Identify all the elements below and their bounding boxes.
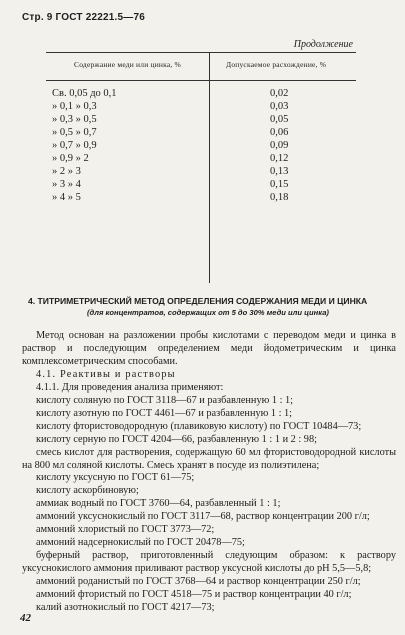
table-cell-content: » 0,3 » 0,5 <box>52 114 97 125</box>
table-cell-content: » 0,9 » 2 <box>52 153 89 164</box>
reagent-line: аммоний надсернокислый по ГОСТ 20478—75; <box>36 537 245 549</box>
table-cell-content: » 0,5 » 0,7 <box>52 127 97 138</box>
table-col2-header: Допускаемое расхождение, % <box>226 60 327 69</box>
table-cell-content: » 4 » 5 <box>52 192 81 203</box>
reagent-line: аммиак водный по ГОСТ 3760—64, разбавленный 1 : 1; <box>36 498 281 510</box>
reagent-line: аммоний хлористый по ГОСТ 3773—72; <box>36 524 215 536</box>
table-cell-content: » 0,7 » 0,9 <box>52 140 97 151</box>
page-header: Стр. 9 ГОСТ 22221.5—76 <box>22 12 145 23</box>
reagent-line: смесь кислот для растворения, содержащую 60 мл фтористоводородной кислоты на 800 мл соляной кислоты. Смесь хранят в посуде из полиэтилена; <box>22 446 396 471</box>
table-col1-header: Содержание меди или цинка, % <box>74 60 181 69</box>
continuation-label: Продолжение <box>293 39 353 50</box>
table-cell-content: » 2 » 3 <box>52 166 81 177</box>
reagent-line: кислоту фтористоводородную (плавиковую кислоту) по ГОСТ 10484—73; <box>36 420 362 432</box>
table-row <box>0 127 405 139</box>
table-cell-tolerance: 0,13 <box>270 166 289 177</box>
reagent-line: кислоту соляную по ГОСТ 3118—67 и разбавленную 1 : 1; <box>36 394 294 406</box>
table-cell-content: » 0,1 » 0,3 <box>52 101 97 112</box>
section-subtitle: (для концентратов, содержащих от 5 до 30% меди или цинка) <box>87 308 329 317</box>
reagent-line: буферный раствор, приготовленный следующим образом: к раствору уксуснокислого аммония приливают раствор уксусной кислоты до pH 5,5—5,8; <box>22 550 396 575</box>
clause-4-1-1: 4.1.1. Для проведения анализа применяют: <box>36 381 224 393</box>
table-cell-content: » 3 » 4 <box>52 179 81 190</box>
table-cell-tolerance: 0,18 <box>270 192 289 203</box>
table-header-rule <box>46 80 356 81</box>
table-cell-content: Св. 0,05 до 0,1 <box>52 88 117 99</box>
section-heading <box>28 296 388 318</box>
body-text <box>22 330 396 615</box>
table-cell-tolerance: 0,09 <box>270 140 289 151</box>
section-title: 4. ТИТРИМЕТРИЧЕСКИЙ МЕТОД ОПРЕДЕЛЕНИЯ СОДЕРЖАНИЯ МЕДИ И ЦИНКА <box>28 296 368 306</box>
page-number: 42 <box>20 612 31 624</box>
table-row <box>0 153 405 165</box>
table-cell-tolerance: 0,02 <box>270 88 289 99</box>
reagent-line: кислоту уксусную по ГОСТ 61—75; <box>36 472 195 484</box>
reagent-line: аммоний роданистый по ГОСТ 3768—64 и раствор концентрации 250 г/л; <box>36 576 361 588</box>
table-row <box>0 166 405 178</box>
table-row <box>0 88 405 100</box>
table-cell-tolerance: 0,06 <box>270 127 289 138</box>
table-cell-tolerance: 0,15 <box>270 179 289 190</box>
reagent-line: аммоний фтористый по ГОСТ 4518—75 и раствор концентрации 40 г/л; <box>36 589 352 601</box>
reagent-line: кислоту азотную по ГОСТ 4461—67 и разбавленную 1 : 1; <box>36 407 293 419</box>
reagent-line: кислоту аскорбиновую; <box>36 485 139 497</box>
table-top-rule <box>46 52 356 53</box>
table-cell-tolerance: 0,05 <box>270 114 289 125</box>
table-row <box>0 192 405 204</box>
reagent-line: калий азотнокислый по ГОСТ 4217—73; <box>36 602 215 614</box>
table-cell-tolerance: 0,12 <box>270 153 289 164</box>
table-row <box>0 140 405 152</box>
reagent-line: аммоний уксуснокислый по ГОСТ 3117—68, раствор концентрации 200 г/л; <box>36 511 370 523</box>
intro-paragraph: Метод основан на разложении пробы кислотами с переводом меди и цинка в раствор и последующим определением меди йодометрическим и цинка комплексометрическим способами. <box>22 330 396 367</box>
table-row <box>0 101 405 113</box>
reagent-line: кислоту серную по ГОСТ 4204—66, разбавленную 1 : 1 и 2 : 98; <box>36 433 317 445</box>
table-cell-tolerance: 0,03 <box>270 101 289 112</box>
table-row <box>0 114 405 126</box>
table-row <box>0 179 405 191</box>
subsection-heading: 4.1. Реактивы и растворы <box>36 368 176 380</box>
